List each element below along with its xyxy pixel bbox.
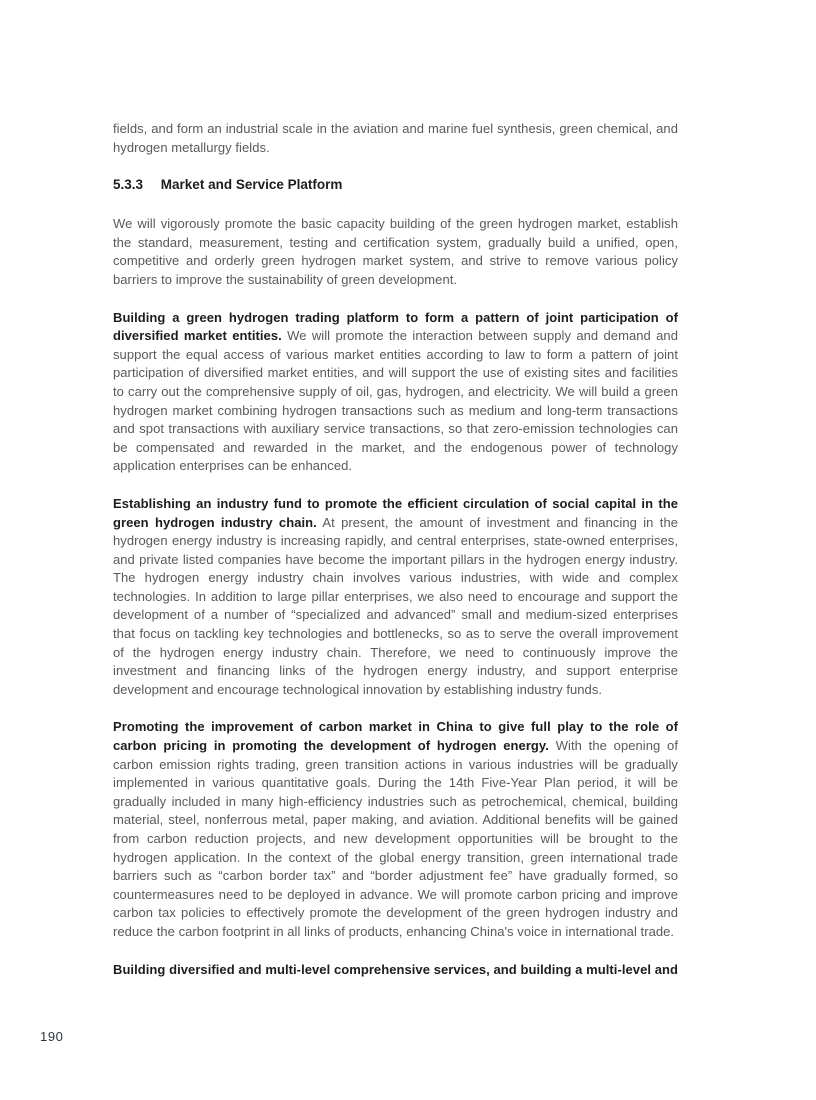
page-content <box>113 120 678 998</box>
section-number: 5.3.3 <box>113 177 144 193</box>
page-number: 190 <box>40 1029 64 1044</box>
paragraph-continuation: fields, and form an industrial scale in the aviation and marine fuel synthesis, green chemical, and hydrogen metallurgy fields. <box>113 121 678 155</box>
paragraph: We will vigorously promote the basic capacity building of the green hydrogen market, establish the standard, measurement, testing and certification system, gradually build a unified, open, competitive and orderly green hydrogen market system, and strive to remove various policy barriers to improve the sustainability of green development. <box>113 216 678 287</box>
paragraph-lead: Building a green hydrogen trading platform to form a pattern of joint participation of diversified market entities. <box>113 309 678 344</box>
paragraph-lead: Building diversified and multi-level comprehensive services, and building a multi-level and <box>113 961 678 977</box>
paragraph <box>113 961 678 980</box>
page-footer <box>40 1028 64 1046</box>
paragraph-body: We will promote the interaction between supply and demand and support the equal access of various market entities according to law to form a pattern of joint participation of diversified market entities, and will support the use of existing sites and facilities to carry out the comprehensive supply of oil, gas, hydrogen, and electricity. We will build a green hydrogen market combining hydrogen transactions such as medium and long-term transactions and spot transactions with auxiliary service transactions, so that zero-emission technologies can be compensated and rewarded in the market, and the endogenous power of technology application enterprises can be enhanced. <box>113 328 678 474</box>
section-title: Market and Service Platform <box>160 177 343 193</box>
paragraph-body: With the opening of carbon emission rights trading, green transition actions in various industries will be gradually implemented in various quantitative goals. During the 14th Five-Year Plan period, it will be gradually included in many high-efficiency industries such as petrochemical, chemical, building material, steel, nonferrous metal, paper making, and aviation. Additional benefits will be gained from carbon reduction projects, and new development opportunities will be brought to the hydrogen application. In the context of the global energy transition, green international trade barriers such as “carbon border tax” and “border adjustment fee” have gradually formed, so countermeasures need to be deployed in advance. We will promote carbon pricing and improve carbon tax policies to effectively promote the development of the green hydrogen industry and reduce the carbon footprint in all links of products, enhancing China's voice in international trade. <box>113 738 678 939</box>
paragraph <box>113 718 678 941</box>
paragraph-lead: Establishing an industry fund to promote the efficient circulation of social capital in the green hydrogen industry chain. <box>113 495 678 530</box>
paragraph-body: At present, the amount of investment and financing in the hydrogen energy industry is increasing rapidly, and central enterprises, state-owned enterprises, and private listed companies have become the important pillars in the hydrogen energy industry. The hydrogen energy industry chain involves various industries, with wide and complex technologies. In addition to large pillar enterprises, we also need to encourage and support the development of a number of “specialized and advanced” small and medium-sized enterprises that focus on tackling key technologies and bottlenecks, so as to serve the overall improvement of the hydrogen energy industry chain. Therefore, we need to continuously improve the investment and financing links of the hydrogen energy industry, and support enterprise development and encourage technological innovation by establishing industry funds. <box>113 514 678 697</box>
paragraph-lead: Promoting the improvement of carbon market in China to give full play to the role of carbon pricing in promoting the development of hydrogen energy. <box>113 719 678 754</box>
section-heading <box>113 176 678 194</box>
paragraph <box>113 495 678 700</box>
paragraph <box>113 309 678 476</box>
